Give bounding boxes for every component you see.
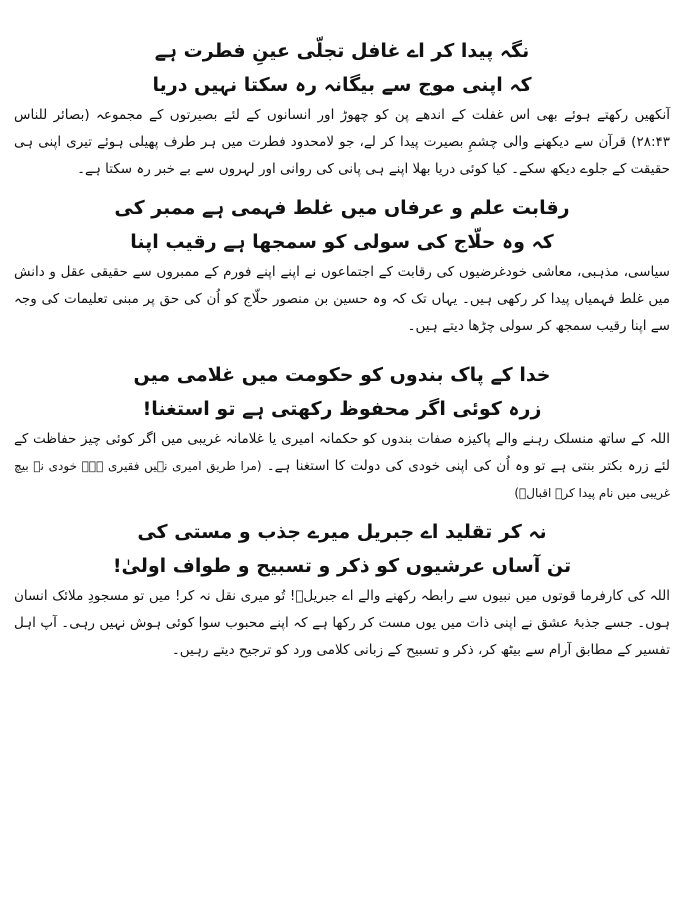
section-1 — [14, 34, 670, 183]
section-2 — [14, 191, 670, 340]
verse-line: رقابت علم و عرفاں میں غلط فہمی ہے ممبر کی — [114, 197, 570, 219]
verse-line: زرہ کوئی اگر محفوظ رکھتی ہے تو استغنا! — [142, 398, 542, 420]
verse-line: تن آساں عرشیوں کو ذکر و تسبیح و طواف اولیٰ! — [112, 555, 572, 577]
commentary-paragraph: سیاسی، مذہبی، معاشی خودغرضیوں کی رقابت کے اجتماعوں نے اپنے اپنے فورم کے ممبروں سے حقیقی عقل و دانش میں غلط فہمیاں پیدا کر رکھی ہیں۔ یہاں تک کہ وہ حسین بن منصور حلّاج کو اُن کی حق پر مبنی تعلیمات کی وجہ سے اپنا رقیب سمجھ کر سولی چڑھا دیتے ہیں۔ — [14, 264, 670, 334]
verse-line: خدا کے پاک بندوں کو حکومت میں غلامی میں — [133, 364, 551, 386]
quote-note: (مرا طریق امیری نہیں فقیری ہے۔ خودی نہ بیچ غریبی میں نام پیدا کر۔ اقبالؒ) — [14, 459, 670, 500]
section-3 — [14, 358, 670, 507]
commentary-paragraph: اللہ کی کارفرما قوتوں میں نبیوں سے رابطہ رکھنے والے اے جبریلؑ! تُو میری نقل نہ کر! میں تو مسجودِ ملائک انسان ہوں۔ جسے جذبۂ عشق نے اپنی ذات میں یوں مست کر رکھا ہے کہ اپنے محبوب سوا کوئی ہوش نہیں رہی۔ آپ اہل تفسیر کے مطابق آرام سے بیٹھ کر، ذکر و تسبیح کے زبانی کلامی ورد کو ترجیح دیتے رہیں۔ — [14, 588, 670, 658]
commentary-paragraph: آنکھیں رکھتے ہوئے بھی اس غفلت کے اندھے پن کو چھوڑ اور انسانوں کے لئے بصیرتوں کے مجموعہ (بصائر للناس ۲۸:۴۳) قرآن سے دیکھنے والی چشمِ بصیرت پیدا کر لے، جو لامحدود فطرت میں ہر طرف پھیلی ہوئے تیری اپنی ہی حقیقت کے جلوے دیکھ سکے۔ کیا کوئی دریا بھلا اپنے ہی پانی کی روانی اور لہروں سے بے خبر رہ سکتا ہے۔ — [14, 107, 670, 177]
verse-line: نگہ پیدا کر اے غافل تجلّی عینِ فطرت ہے — [154, 40, 530, 62]
verse-line: نہ کر تقلید اے جبریل میرے جذب و مستی کی — [137, 521, 547, 543]
section-4 — [14, 515, 670, 664]
verse-line: کہ وہ حلّاج کی سولی کو سمجھا ہے رقیب اپنا — [130, 231, 554, 253]
commentary-paragraph — [14, 426, 670, 507]
verse-line: کہ اپنی موج سے بیگانہ رہ سکتا نہیں دریا — [152, 74, 532, 96]
paragraph-text: اللہ کے ساتھ منسلک رہنے والے پاکیزہ صفات بندوں کو حکمانہ امیری یا غلامانہ غریبی میں اگر کوئی چیز حفاظت کے لئے زرہ بکتر بنتی ہے تو وہ اُن کی اپنی خودی کی دولت کا استغنا ہے۔ — [14, 431, 670, 474]
